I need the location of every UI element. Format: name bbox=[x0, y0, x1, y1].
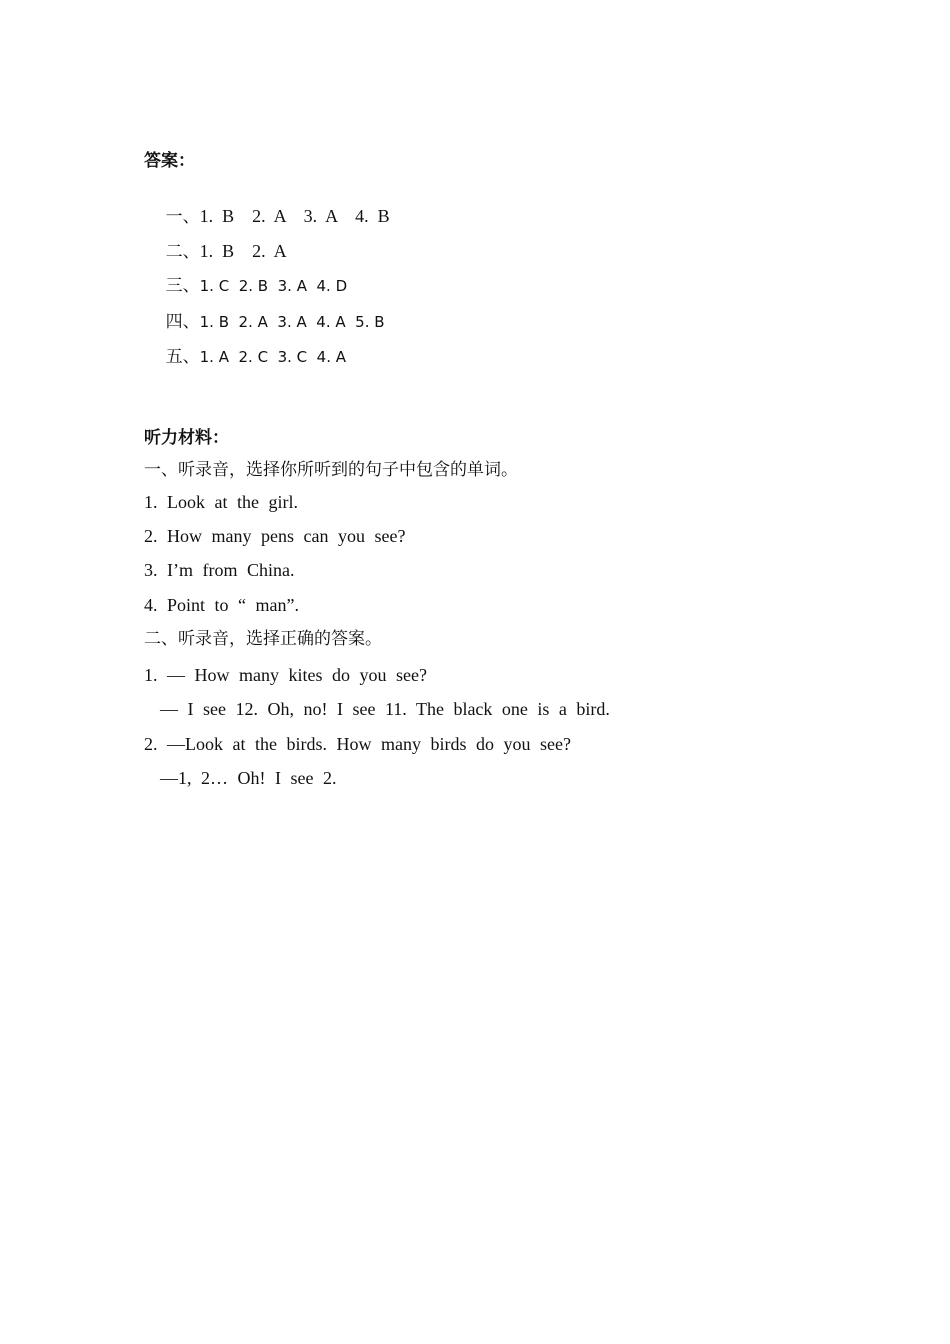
listening-section2-item-3: 2. —Look at the birds. How many birds do you see? bbox=[144, 734, 571, 754]
listening-section2-title: 二、听录音，选择正确的答案。 bbox=[144, 629, 382, 649]
listening-section2-item-1: 1. — How many kites do you see? bbox=[144, 665, 427, 685]
answer-row-text: 1. C 2. B 3. A 4. D bbox=[199, 277, 348, 295]
answer-row-text: 1. B 2. A bbox=[199, 241, 287, 261]
listening-heading: 听力材料： bbox=[144, 428, 229, 448]
answer-row-prefix: 二、 bbox=[165, 242, 200, 262]
answers-heading: 答案： bbox=[144, 151, 195, 171]
listening-section2-item-2: — I see 12. Oh, no! I see 11. The black one is a bird. bbox=[160, 699, 610, 719]
listening-section1-title: 一、听录音，选择你所听到的句子中包含的单词。 bbox=[144, 460, 518, 480]
listening-section1-item-2: 2. How many pens can you see? bbox=[144, 526, 406, 546]
answer-row-text: 1. B 2. A 3. A 4. B bbox=[199, 206, 390, 226]
answer-row-prefix: 四、 bbox=[165, 312, 200, 332]
answer-row-prefix: 五、 bbox=[165, 347, 200, 367]
answer-row-prefix: 一、 bbox=[165, 207, 200, 227]
answer-row-text: 1. A 2. C 3. C 4. A bbox=[199, 348, 347, 366]
answer-row-5 bbox=[144, 324, 346, 390]
listening-section2-item-4: —1, 2… Oh! I see 2. bbox=[160, 768, 337, 788]
listening-section1-item-4: 4. Point to “ man”. bbox=[144, 595, 299, 615]
listening-section1-item-3: 3. I’m from China. bbox=[144, 560, 295, 580]
listening-section1-item-1: 1. Look at the girl. bbox=[144, 492, 298, 512]
answer-row-prefix: 三、 bbox=[165, 276, 200, 296]
answer-row-text: 1. B 2. A 3. A 4. A 5. B bbox=[199, 313, 385, 331]
